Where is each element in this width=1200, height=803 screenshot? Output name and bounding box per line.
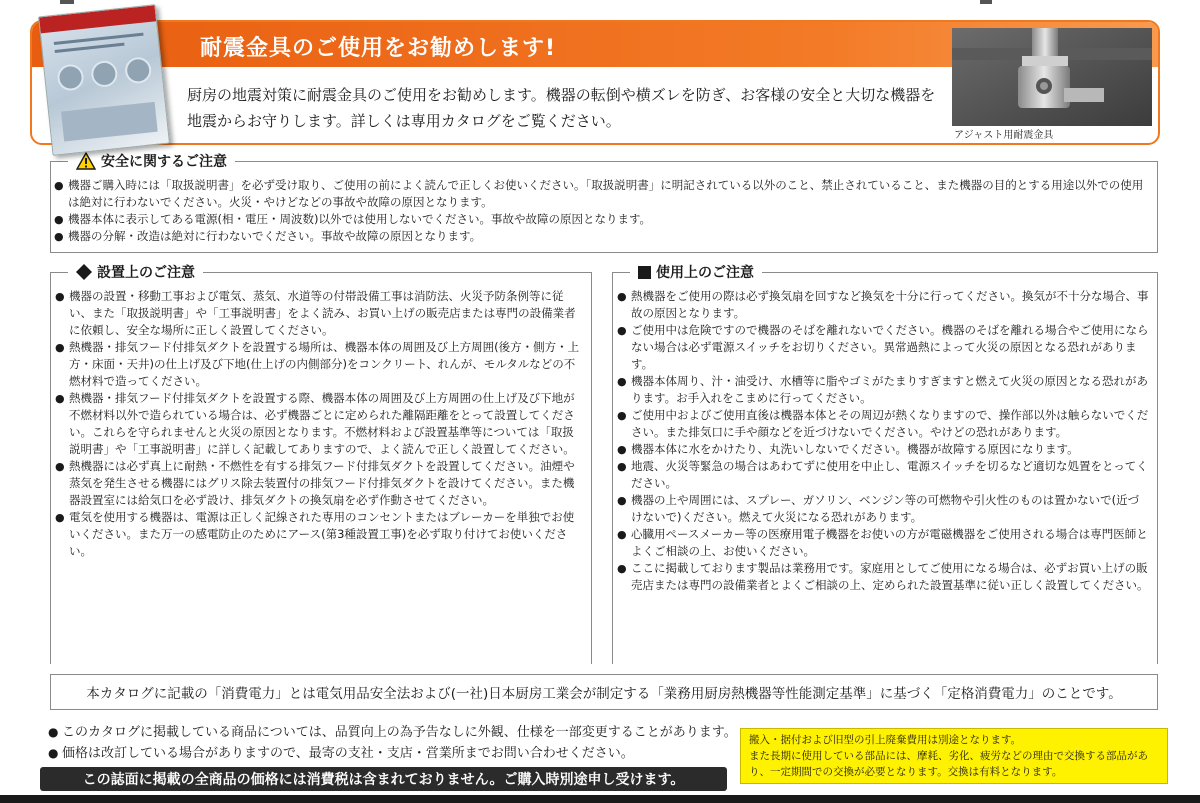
- install-title: 設置上のご注意: [97, 265, 195, 281]
- list-item: ● ご使用中は危険ですので機器のそばを離れないでください。機器のそばを離れる場合やご使用にならない場合は必ず電源スイッチをお切りください。異常過熱によって火災の原因となる恐れがあります。: [617, 322, 1149, 373]
- list-item: ● ご使用中およびご使用直後は機器本体とその周辺が熱くなりますので、操作部以外は触らないでください。また排気口に手や顔などを近づけないでください。やけどの恐れがあります。: [617, 407, 1149, 441]
- seismic-bracket-photo: [952, 28, 1152, 126]
- banner-title: 耐震金具のご使用をお勧めします!: [200, 36, 557, 61]
- list-item: ● 熱機器・排気フード付排気ダクトを設置する際、機器本体の周囲及び上方周囲の仕上げ及び下地が不燃材料以外で造られている場合は、必ず機器ごとに定められた離隔距離をとって設置してください。これらを守られませんと火災の原因となります。不燃材料および設置基準等については「取扱説明書」や「工事説明書」に詳しく記載してありますので、よく読んで正しく設置してください。: [55, 390, 583, 458]
- list-item: ● 機器本体周り、汁・油受け、水槽等に脂やゴミがたまりすぎますと燃えて火災の原因となる恐れがあります。お手入れをこまめに行ってください。: [617, 373, 1149, 407]
- catalog-notes: [48, 722, 737, 764]
- installation-notice-section: [50, 265, 592, 664]
- top-edge-mark: [60, 0, 74, 4]
- usage-title: 使用上のご注意: [656, 265, 754, 281]
- safety-notice-section: [50, 154, 1158, 253]
- list-item: ● 熱機器には必ず真上に耐熱・不燃性を有する排気フード付排気ダクトを設置してください。油煙や蒸気を発生させる機器にはグリス除去装置付の排気フード付排気ダクトを設けてください。また機器設置室には給気口を必ず設け、排気ダクトの換気扇を必ず作動させてください。: [55, 458, 583, 509]
- square-icon: [638, 266, 651, 279]
- list-item: ● このカタログに掲載している商品については、品質向上の為予告なしに外観、仕様を一部変更することがあります。: [48, 722, 737, 743]
- list-item: ● 地震、火災等緊急の場合はあわてずに使用を中止し、電源スイッチを切るなど適切な処置をとってください。: [617, 458, 1149, 492]
- bracket-photo-icon: [952, 28, 1152, 126]
- banner-text: 厨房の地震対策に耐震金具のご使用をお勧めします。機器の転倒や横ズレを防ぎ、お客様の安全と大切な機器を地震からお守りします。詳しくは専用カタログをご覧ください。: [187, 86, 936, 130]
- fee-line: 搬入・据付および旧型の引上廃棄費用は別途となります。: [749, 734, 1022, 746]
- seismic-bracket-banner: [30, 20, 1160, 145]
- usage-notice-section: [612, 265, 1158, 664]
- bottom-bar: [0, 795, 1200, 803]
- safety-title: 安全に関するご注意: [101, 154, 227, 170]
- list-item: ● 電気を使用する機器は、電源は正しく記線された専用のコンセントまたはブレーカーを単独でお使いください。また万一の感電防止のためにアース(第3種設置工事)を必ず取り付けてお使いください。: [55, 509, 583, 560]
- top-edge-mark: [980, 0, 992, 4]
- tax-notice-text: この誌面に掲載の全商品の価格には消費税は含まれておりません。ご購入時別途申し受けます。: [82, 772, 685, 788]
- list-item: ● 機器ご購入時には「取扱説明書」を必ず受け取り、ご使用の前によく読んで正しくお使いください。「取扱説明書」に明記されている以外のこと、禁止されていること、また機器の目的とする用途以外での使用は絶対に行わないでください。火災・やけどなどの事故や故障の原因となります。: [54, 177, 1153, 211]
- list-item: ● 機器本体に表示してある電源(相・電圧・周波数)以外では使用しないでください。事故や故障の原因となります。: [54, 211, 1153, 228]
- power-consumption-text: 本カタログに記載の「消費電力」とは電気用品安全法および(一社)日本厨房工業会が制定する「業務用厨房熱機器等性能測定基準」に基づく「定格消費電力」のことです。: [86, 686, 1122, 702]
- diamond-icon: [76, 264, 92, 280]
- list-item: ● 価格は改訂している場合がありますので、最寄の支社・支店・営業所までお問い合わせください。: [48, 743, 737, 764]
- list-item: ● ここに掲載しております製品は業務用です。家庭用としてご使用になる場合は、必ずお買い上げの販売店または専門の設備業者とよくご相談の上、定められた設置基準に従い正しく設置してください。: [617, 560, 1149, 594]
- tax-notice-bar: [40, 767, 727, 791]
- list-item: ● 熱機器をご使用の際は必ず換気扇を回すなど換気を十分に行ってください。換気が不十分な場合、事故の原因となります。: [617, 288, 1149, 322]
- installation-fee-notice: [740, 728, 1168, 784]
- list-item: ● 機器本体に水をかけたり、丸洗いしないでください。機器が故障する原因になります。: [617, 441, 1149, 458]
- list-item: ● 熱機器・排気フード付排気ダクトを設置する場所は、機器本体の周囲及び上方周囲(後方・側方・上方・床面・天井)の仕上げ及び下地(仕上げの内側部分)をコンクリート、れんが、モルタルなどの不燃材料で造ってください。: [55, 339, 583, 390]
- power-consumption-note: [50, 674, 1158, 710]
- fee-line: また長期に使用している部品には、摩耗、劣化、疲労などの理由で交換する部品があり、一定期間での交換が必要となります。交換は有料となります。: [749, 750, 1148, 778]
- list-item: ● 機器の上や周囲には、スプレー、ガソリン、ベンジン等の可燃物や引火性のものは置かないで(近づけないで)ください。燃えて火災になる恐れがあります。: [617, 492, 1149, 526]
- catalog-booklet-icon: [38, 4, 170, 156]
- list-item: ● 機器の分解・改造は絶対に行わないでください。事故や故障の原因となります。: [54, 228, 1153, 245]
- list-item: ● 機器の設置・移動工事および電気、蒸気、水道等の付帯設備工事は消防法、火災予防条例等に従い、また「取扱説明書」や「工事説明書」をよく読み、お買い上げの販売店または専門の設備業者に依頼し、安全な場所に正しく設置してください。: [55, 288, 583, 339]
- photo-caption: アジャスト用耐震金具: [954, 130, 1054, 141]
- list-item: ● 心臓用ペースメーカー等の医療用電子機器をお使いの方が電磁機器をご使用される場合は専門医師とよくご相談の上、お使いください。: [617, 526, 1149, 560]
- warning-triangle-icon: [76, 152, 96, 170]
